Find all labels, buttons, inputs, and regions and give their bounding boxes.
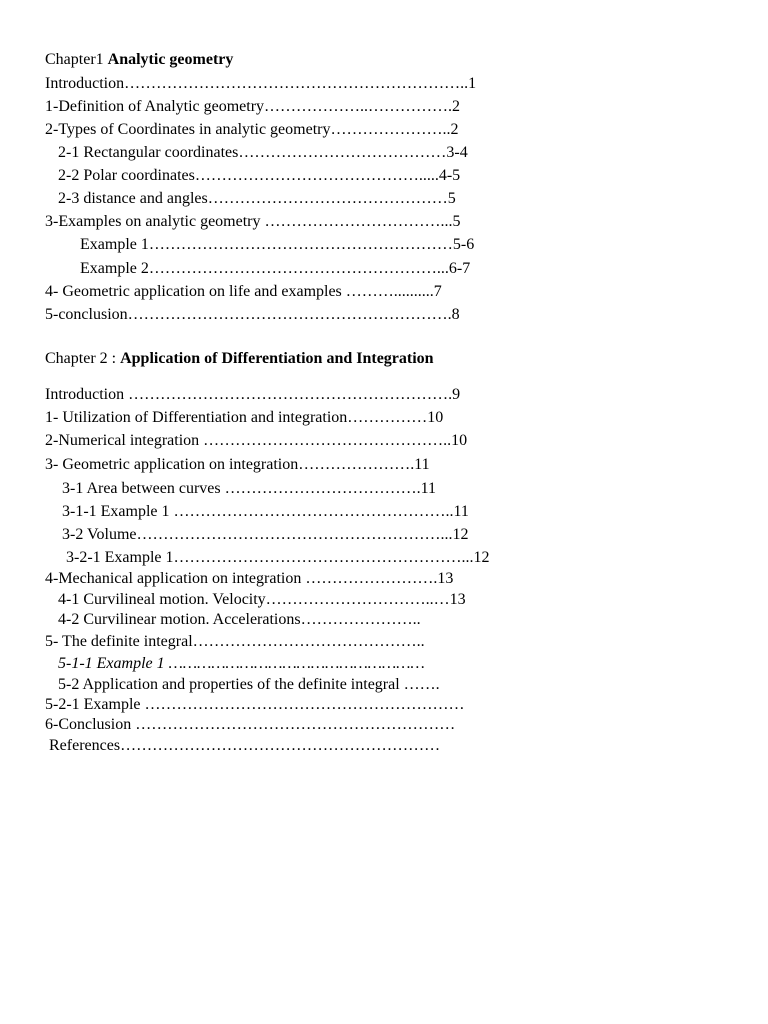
toc-entry: 2-Numerical integration ………………………………………..10 (45, 432, 468, 449)
toc-entry: 3-2 Volume…………………………………………………...12 (62, 526, 469, 543)
toc-entry: 2-2 Polar coordinates…………………………………….....4-5 (58, 167, 461, 184)
toc-entry: 2-1 Rectangular coordinates…………………………………3-4 (58, 144, 468, 161)
toc-entry: References…………………………………………………… (49, 737, 441, 754)
chapter2-heading (45, 349, 434, 369)
chapter1-heading (45, 50, 233, 70)
toc-entry: 5-2-1 Example …………………………………………………… (45, 696, 465, 713)
toc-entry: 4-2 Curvilinear motion. Accelerations………………….. (58, 611, 421, 628)
toc-entry: Introduction …………………………………………………….9 (45, 386, 461, 403)
chapter2-heading-title: Application of Differentiation and Integration (120, 350, 434, 367)
toc-entry: 3-2-1 Example 1………………………………………………...12 (66, 549, 490, 566)
toc-entry: 3- Geometric application on integration………………….11 (45, 456, 430, 473)
toc-entry: 3-1 Area between curves ……………………………….11 (62, 480, 436, 497)
toc-entry: 4-Mechanical application on integration …………………….13 (45, 570, 454, 587)
chapter1-heading-title: Analytic geometry (107, 51, 234, 68)
chapter2-heading-prefix: Chapter 2 : (45, 350, 121, 367)
toc-entry: 4-1 Curvilineal motion. Velocity…………………………..…13 (58, 591, 466, 608)
toc-entry: 1- Utilization of Differentiation and integration……………10 (45, 409, 444, 426)
chapter1-heading-prefix: Chapter1 (45, 51, 108, 68)
toc-entry: Example 1…………………………………………………5-6 (80, 236, 475, 253)
toc-entry: 2-3 distance and angles………………………………………5 (58, 190, 456, 207)
toc-entry: 3-Examples on analytic geometry ……………………………...5 (45, 213, 461, 230)
toc-entry: 5-2 Application and properties of the definite integral ……. (58, 676, 440, 693)
toc-entry: 6-Conclusion …………………………………………………… (45, 716, 456, 733)
toc-entry: Introduction………………………………………………………..1 (45, 75, 477, 92)
toc-entry: 3-1-1 Example 1 ……………………………………………..11 (62, 503, 469, 520)
toc-entry: 4- Geometric application on life and examples ………..........7 (45, 283, 442, 300)
toc-entry: 5-conclusion…………………………………………………….8 (45, 306, 460, 323)
toc-entry: 5- The definite integral…………………………………….. (45, 633, 425, 650)
toc-entry: 2-Types of Coordinates in analytic geometry…………………..2 (45, 121, 459, 138)
toc-entry: Example 2………………………………………………...6-7 (80, 260, 471, 277)
toc-entry: 1-Definition of Analytic geometry………………..…………….2 (45, 98, 461, 115)
toc-entry: 5-1-1 Example 1 ……………………………………………… (58, 655, 425, 672)
